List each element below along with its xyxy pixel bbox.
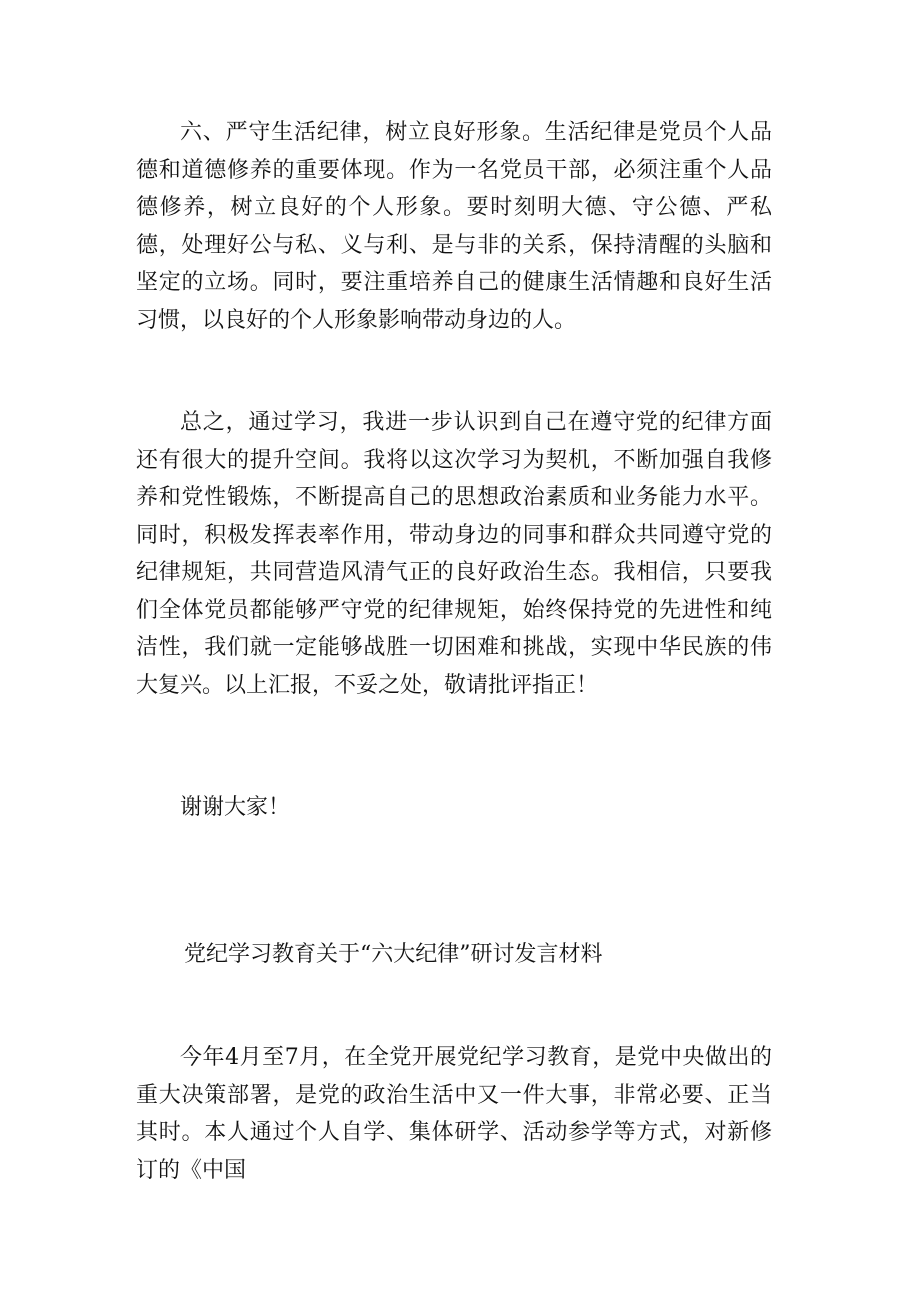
- paragraph-block: [136, 1039, 772, 1189]
- paragraph-life-discipline: 六、严守生活纪律，树立良好形象。生活纪律是党员个人品德和道德修养的重要体现。作为一名党员干部，必须注重个人品德修养，树立良好的个人形象。要时刻明大德、守公德、严私德，处理好公与私、义与利、是与非的关系，保持清醒的头脑和坚定的立场。同时，要注重培养自己的健康生活情趣和良好生活习惯，以良好的个人形象影响带动身边的人。: [136, 120, 772, 333]
- paragraph-block: [136, 789, 772, 827]
- paragraph-thanks: 谢谢大家！: [180, 795, 291, 820]
- paragraph-block: [136, 404, 772, 704]
- paragraph-block: [136, 114, 772, 339]
- paragraph-conclusion: 总之，通过学习，我进一步认识到自己在遵守党的纪律方面还有很大的提升空间。我将以这次学习为契机，不断加强自我修养和党性锻炼，不断提高自己的思想政治素质和业务能力水平。同时，积极发挥表率作用，带动身边的同事和群众共同遵守党的纪律规矩，共同营造风清气正的良好政治生态。我相信，只要我们全体党员都能够严守党的纪律规矩，始终保持党的先进性和纯洁性，我们就一定能够战胜一切困难和挑战，实现中华民族的伟大复兴。以上汇报，不妥之处，敬请批评指正！: [136, 410, 772, 698]
- section-title: 党纪学习教育关于“六大纪律”研讨发言材料: [184, 942, 603, 967]
- paragraph-intro: 今年4月至7月，在全党开展党纪学习教育，是党中央做出的重大决策部署，是党的政治生活中又一件大事，非常必要、正当其时。本人通过个人自学、集体研学、活动参学等方式，对新修订的《中国: [136, 1045, 772, 1183]
